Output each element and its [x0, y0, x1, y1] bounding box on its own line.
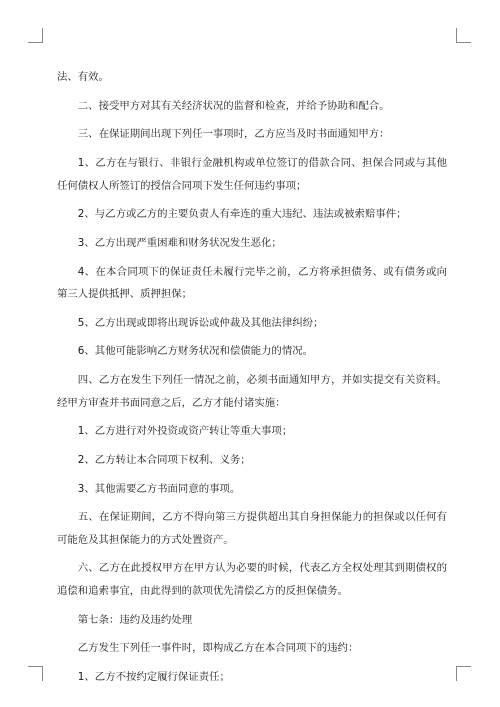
paragraph: 1、乙方进行对外投资或资产转让等重大事项；	[77, 425, 293, 438]
section-heading: 第七条：违约及违约处理	[77, 613, 193, 626]
paragraph: 五、在保证期间，乙方不得向第三方提供超出其自身担保能力的担保或以任何有可能危及其担保能力的方式处置资产。	[57, 511, 447, 546]
paragraph: 2、乙方转让本合同项下权利、义务；	[77, 453, 251, 466]
crop-mark-top-left	[28, 28, 43, 43]
paragraph: 三、在保证期间出现下列任一事项时，乙方应当及时书面通知甲方：	[77, 128, 390, 141]
crop-mark-bottom-right	[456, 666, 471, 681]
paragraph: 6、其他可能影响乙方财务状况和偿债能力的情况。	[77, 345, 313, 358]
document-body	[57, 66, 447, 695]
paragraph: 1、乙方不按约定履行保证责任；	[77, 670, 230, 683]
paragraph: 4、在本合同项下的保证责任未履行完毕之前，乙方将承担债务、或有债务或向第三人提供抵押、质押担保；	[57, 265, 447, 301]
paragraph: 二、接受甲方对其有关经济状况的监督和检查，并给予协助和配合。	[77, 99, 390, 112]
paragraph: 3、其他需要乙方书面同意的事项。	[77, 482, 241, 495]
paragraph: 2、与乙方或乙方的主要负责人有牵连的重大违纪、违法或被索赔事件；	[77, 208, 407, 221]
paragraph: 法、有效。	[57, 71, 109, 83]
paragraph: 3、乙方出现严重困难和财务状况发生恶化；	[77, 236, 282, 249]
paragraph: 四、乙方在发生下列任一情况之前，必须书面通知甲方，并如实提交有关资料。经甲方审查并书面同意之后，乙方才能付诸实施：	[57, 374, 447, 409]
crop-mark-bottom-left	[28, 666, 43, 681]
crop-mark-top-right	[456, 28, 471, 43]
paragraph: 六、乙方在此授权甲方在甲方认为必要的时候，代表乙方全权处理其到期债权的追偿和追索事宜，由此得到的款项优先清偿乙方的反担保债务。	[57, 562, 447, 597]
paragraph: 乙方发生下列任一事件时，即构成乙方在本合同项下的违约：	[77, 642, 359, 655]
paragraph: 1、乙方在与银行、非银行金融机构或单位签订的借款合同、担保合同或与其他任何债权人所签订的授信合同项下发生任何违约事项；	[57, 157, 447, 192]
paragraph: 5、乙方出现或即将出现诉讼或仲裁及其他法律纠纷；	[77, 316, 324, 329]
